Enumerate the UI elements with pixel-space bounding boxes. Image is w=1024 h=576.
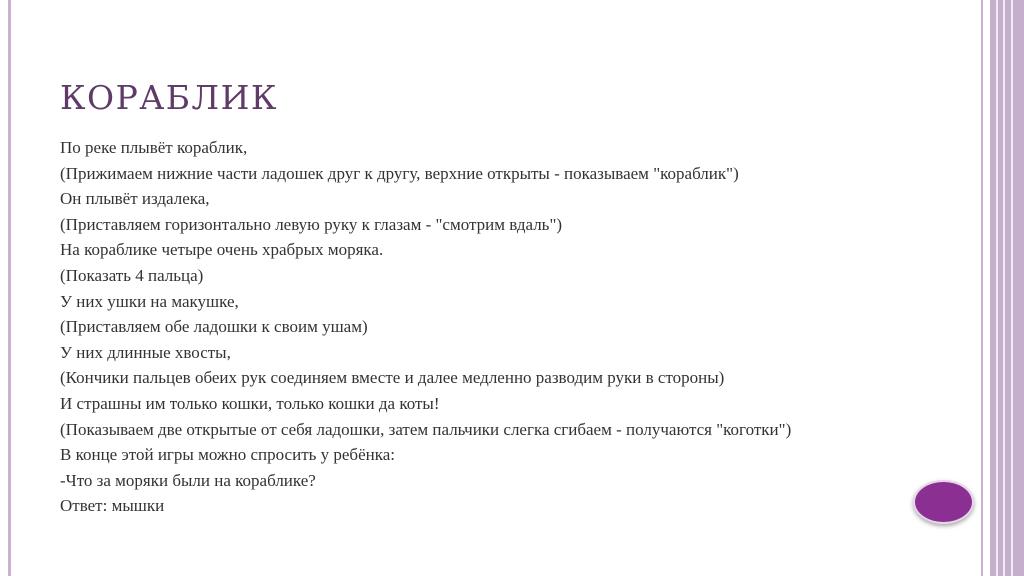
body-line: Ответ: мышки — [60, 496, 165, 516]
frame-stripe — [996, 0, 998, 576]
body-line: (Показать 4 пальца) — [60, 265, 204, 285]
frame-left-line — [8, 0, 11, 576]
frame-right-line — [981, 0, 983, 576]
body-line: (Показываем две открытые от себя ладошки, затем пальчики слегка сгибаем - получаются "коготки") — [60, 419, 792, 439]
slide-title: КОРАБЛИК — [60, 78, 278, 117]
body-line: (Приставляем обе ладошки к своим ушам) — [60, 317, 368, 337]
body-line: Он плывёт издалека, — [60, 189, 210, 209]
body-line: -Что за моряки были на кораблике? — [60, 470, 316, 490]
frame-stripe — [1003, 0, 1005, 576]
body-line: У них длинные хвосты, — [60, 342, 231, 362]
frame-right-band — [990, 0, 1024, 576]
action-button[interactable] — [913, 480, 974, 524]
body-line: В конце этой игры можно спросить у ребёнка: — [60, 445, 395, 465]
body-line: (Прижимаем нижние части ладошек друг к другу, верхние открыты - показываем "кораблик") — [60, 163, 739, 183]
body-line: И страшны им только кошки, только кошки да коты! — [60, 393, 440, 413]
body-line: У них ушки на макушке, — [60, 291, 239, 311]
body-line: (Приставляем горизонтально левую руку к глазам - "смотрим вдаль") — [60, 214, 563, 234]
body-line: На кораблике четыре очень храбрых моряка. — [60, 240, 384, 260]
frame-stripe — [1011, 0, 1013, 576]
body-line: (Кончики пальцев обеих рук соединяем вместе и далее медленно разводим руки в стороны) — [60, 368, 725, 388]
body-line: По реке плывёт кораблик, — [60, 138, 248, 157]
slide-body — [60, 138, 860, 522]
